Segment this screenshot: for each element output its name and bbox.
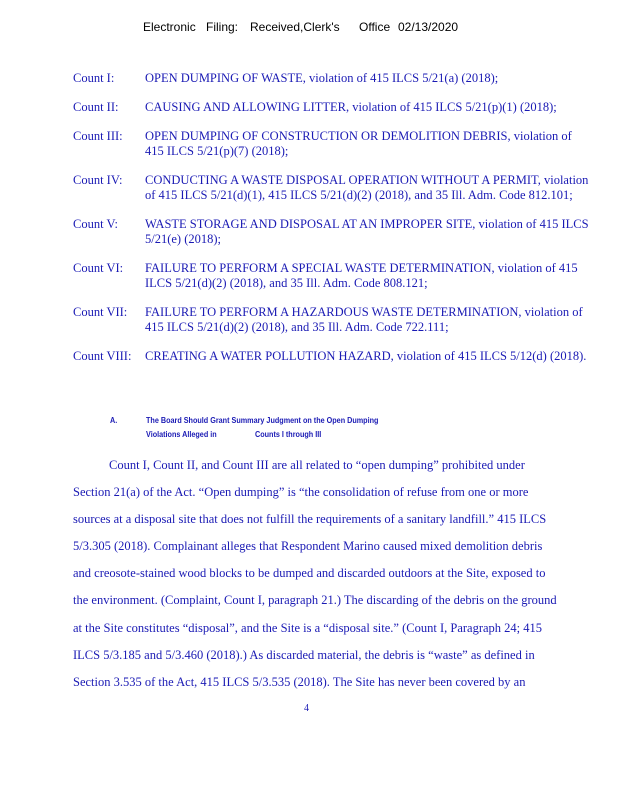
header-office: Office xyxy=(359,20,391,34)
count-item xyxy=(73,129,593,159)
count-item xyxy=(73,173,593,203)
count-item xyxy=(73,71,593,86)
count-label: Count VII: xyxy=(73,305,128,319)
count-label: Count I: xyxy=(73,71,115,85)
header-received: Received,Clerk's xyxy=(250,20,340,34)
count-label: Count V: xyxy=(73,217,119,231)
count-text: CAUSING AND ALLOWING LITTER, violation of 415 ILCS 5/21(p)(1) (2018); xyxy=(145,100,557,114)
body-line: Section 21(a) of the Act. “Open dumping” is “the consolidation of refuse from one or more xyxy=(73,485,529,500)
header-date: 02/13/2020 xyxy=(398,20,459,34)
subheading-line2b: Counts I through III xyxy=(255,429,322,439)
count-text: FAILURE TO PERFORM A HAZARDOUS WASTE DETERMINATION, violation of 415 ILCS 5/21(d)(2) (2018), and 35 Ill. Adm. Code 722.111; xyxy=(145,305,583,334)
count-text: OPEN DUMPING OF CONSTRUCTION OR DEMOLITION DEBRIS, violation of 415 ILCS 5/21(p)(7) (2018); xyxy=(145,129,572,158)
count-label: Count II: xyxy=(73,100,119,114)
count-item xyxy=(73,349,593,364)
body-line: at the Site constitutes “disposal”, and the Site is a “disposal site.” (Count I, Paragraph 24; 415 xyxy=(73,620,543,635)
body-line: and creosote-stained wood blocks to be dumped and discarded outdoors at the Site, exposed to xyxy=(73,566,546,581)
page-number: 4 xyxy=(304,703,309,714)
body-line: sources at a disposal site that does not fulfill the requirements of a sanitary landfill.” 415 ILCS xyxy=(73,512,547,527)
count-label: Count VI: xyxy=(73,261,124,275)
header-filing: Filing: xyxy=(206,20,239,34)
body-line: Section 3.535 of the Act, 415 ILCS 5/3.535 (2018). The Site has never been covered by an xyxy=(73,674,526,689)
count-text: WASTE STORAGE AND DISPOSAL AT AN IMPROPER SITE, violation of 415 ILCS 5/21(e) (2018); xyxy=(145,217,589,246)
count-item xyxy=(73,261,593,291)
count-text: CREATING A WATER POLLUTION HAZARD, violation of 415 ILCS 5/12(d) (2018). xyxy=(145,349,587,363)
count-text: FAILURE TO PERFORM A SPECIAL WASTE DETERMINATION, violation of 415 ILCS 5/21(d)(2) (2018), and 35 Ill. Adm. Code 808.121; xyxy=(145,261,578,290)
count-item xyxy=(73,305,593,335)
body-line: ILCS 5/3.185 and 5/3.460 (2018).) As discarded material, the debris is “waste” as defined in xyxy=(73,647,535,662)
count-label: Count III: xyxy=(73,129,123,143)
count-text: CONDUCTING A WASTE DISPOSAL OPERATION WITHOUT A PERMIT, violation of 415 ILCS 5/21(d)(1), 415 ILCS 5/21(d)(2) (2018), and 35 Ill. Adm. Code 812.101; xyxy=(145,173,589,202)
counts-list xyxy=(73,71,593,378)
count-text: OPEN DUMPING OF WASTE, violation of 415 ILCS 5/21(a) (2018); xyxy=(145,71,499,85)
body-paragraph xyxy=(73,452,583,696)
body-line: Count I, Count II, and Count III are all related to “open dumping” prohibited under xyxy=(109,458,525,472)
count-item xyxy=(73,100,593,115)
count-label: Count IV: xyxy=(73,173,123,187)
subheading-line2a: Violations Alleged in xyxy=(146,429,217,439)
count-item xyxy=(73,217,593,247)
header-electronic: Electronic xyxy=(143,20,196,34)
subheading-marker: A. xyxy=(110,415,118,425)
body-line: the environment. (Complaint, Count I, paragraph 21.) The discarding of the debris on the ground xyxy=(73,593,557,608)
count-label: Count VIII: xyxy=(73,349,132,363)
subheading-line1: The Board Should Grant Summary Judgment on the Open Dumping xyxy=(146,415,379,425)
body-line: 5/3.305 (2018). Complainant alleges that Respondent Marino caused mixed demolition debris xyxy=(73,539,543,554)
